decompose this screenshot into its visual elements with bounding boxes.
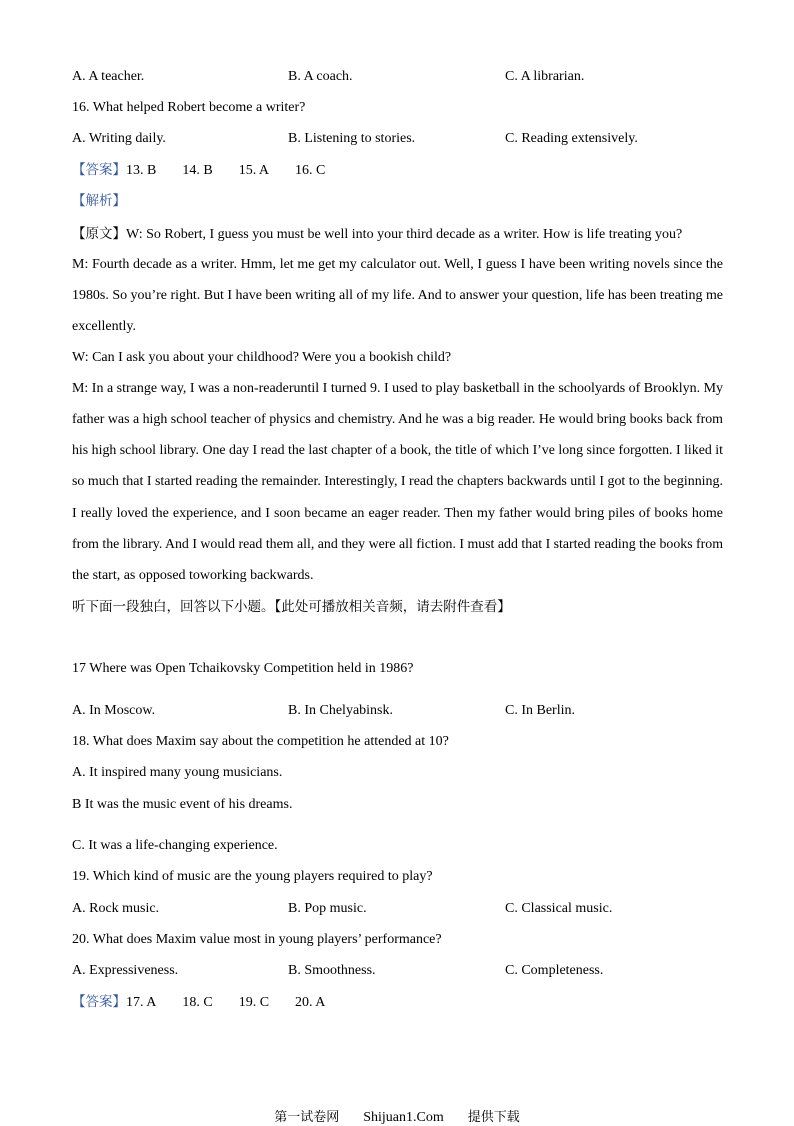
q20-option-b: B. Smoothness. [288,963,376,978]
listening-instruction: 听下面一段独白，回答以下小题。【此处可播放相关音频，请去附件查看】 [72,599,511,615]
answer-block-1 [72,161,351,180]
q20-option-a: A. Expressiveness. [72,963,179,978]
q19-option-b: B. Pop music. [288,901,367,916]
q17-options [72,702,722,720]
q15-option-c: C. A librarian. [505,69,585,84]
answer-item: 13. B [126,163,157,178]
transcript-line: from the library. And I would read them all, and they were all fiction. I must add that I started reading the books from [72,537,723,552]
q19-option-a: A. Rock music. [72,901,160,916]
transcript-line: M: In a strange way, I was a non-readeruntil I turned 9. I used to play basketball in the schoolyards of Brooklyn. My [72,381,723,396]
answer-item: 19. C [238,995,270,1010]
answer-block-2 [72,993,351,1012]
q16-option-c: C. Reading extensively. [505,131,638,146]
q20-stem: 20. What does Maxim value most in young players’ performance? [72,932,442,947]
page-footer [0,1106,794,1126]
q16-options [72,130,722,148]
transcript-line: I really loved the experience, and I soon became an eager reader. Then my father would bring piles of books home [72,506,723,521]
answer-item: 17. A [126,995,157,1010]
answer-label: 【答案】 [72,994,126,1010]
answer-item: 18. C [182,995,213,1010]
q16-stem: 16. What helped Robert become a writer? [72,100,306,115]
answer-item: 14. B [182,163,213,178]
q20-options [72,962,722,980]
transcript-line: W: Can I ask you about your childhood? Were you a bookish child? [72,350,452,365]
transcript-line: excellently. [72,319,137,334]
transcript-line: his high school library. One day I read the last chapter of a book, the title of which I’ve long since forgotten. I liked it [72,443,723,458]
transcript-line: M: Fourth decade as a writer. Hmm, let me get my calculator out. Well, I guess I have been writing novels since the [72,257,723,272]
answer-item: 15. A [238,163,270,178]
q15-option-b: B. A coach. [288,69,353,84]
q17-stem: 17 Where was Open Tchaikovsky Competition held in 1986? [72,661,414,676]
answer-item: 20. A [295,995,326,1010]
footer-download: 提供下载 [467,1110,520,1125]
q19-stem: 19. Which kind of music are the young players required to play? [72,869,433,884]
analysis-label: 【解析】 [72,193,126,209]
q17-option-b: B. In Chelyabinsk. [288,703,393,718]
q17-option-a: A. In Moscow. [72,703,156,718]
q18-option-a: A. It inspired many young musicians. [72,765,283,780]
transcript-text: W: So Robert, I guess you must be well into your third decade as a writer. How is life treating you? [126,227,683,242]
q16-option-b: B. Listening to stories. [288,131,416,146]
q18-option-c: C. It was a life-changing experience. [72,838,278,853]
q18-stem: 18. What does Maxim say about the competition he attended at 10? [72,734,449,749]
answer-item: 16. C [295,163,326,178]
q16-option-a: A. Writing daily. [72,131,166,146]
transcript-line: father was a high school teacher of physics and chemistry. And he was a big reader. He would bring books back from [72,412,723,427]
transcript-line [72,225,682,244]
q18-option-b: B It was the music event of his dreams. [72,797,293,812]
q15-options [72,68,722,86]
answer-label: 【答案】 [72,162,126,178]
q15-option-a: A. A teacher. [72,69,145,84]
transcript-line: 1980s. So you’re right. But I have been writing all of my life. And to answer your question, life has been treating me [72,288,723,303]
footer-site-en: Shijuan1.Com [363,1110,444,1125]
q19-option-c: C. Classical music. [505,901,613,916]
transcript-line: the start, as opposed toworking backwards. [72,568,314,583]
footer-site-cn: 第一试卷网 [274,1110,340,1125]
transcript-label: 【原文】 [72,226,126,242]
q20-option-c: C. Completeness. [505,963,604,978]
q17-option-c: C. In Berlin. [505,703,575,718]
transcript-line: so much that I started reading the remainder. Interestingly, I read the chapters backwards until I got to the beginning. [72,474,723,489]
q19-options [72,900,722,918]
